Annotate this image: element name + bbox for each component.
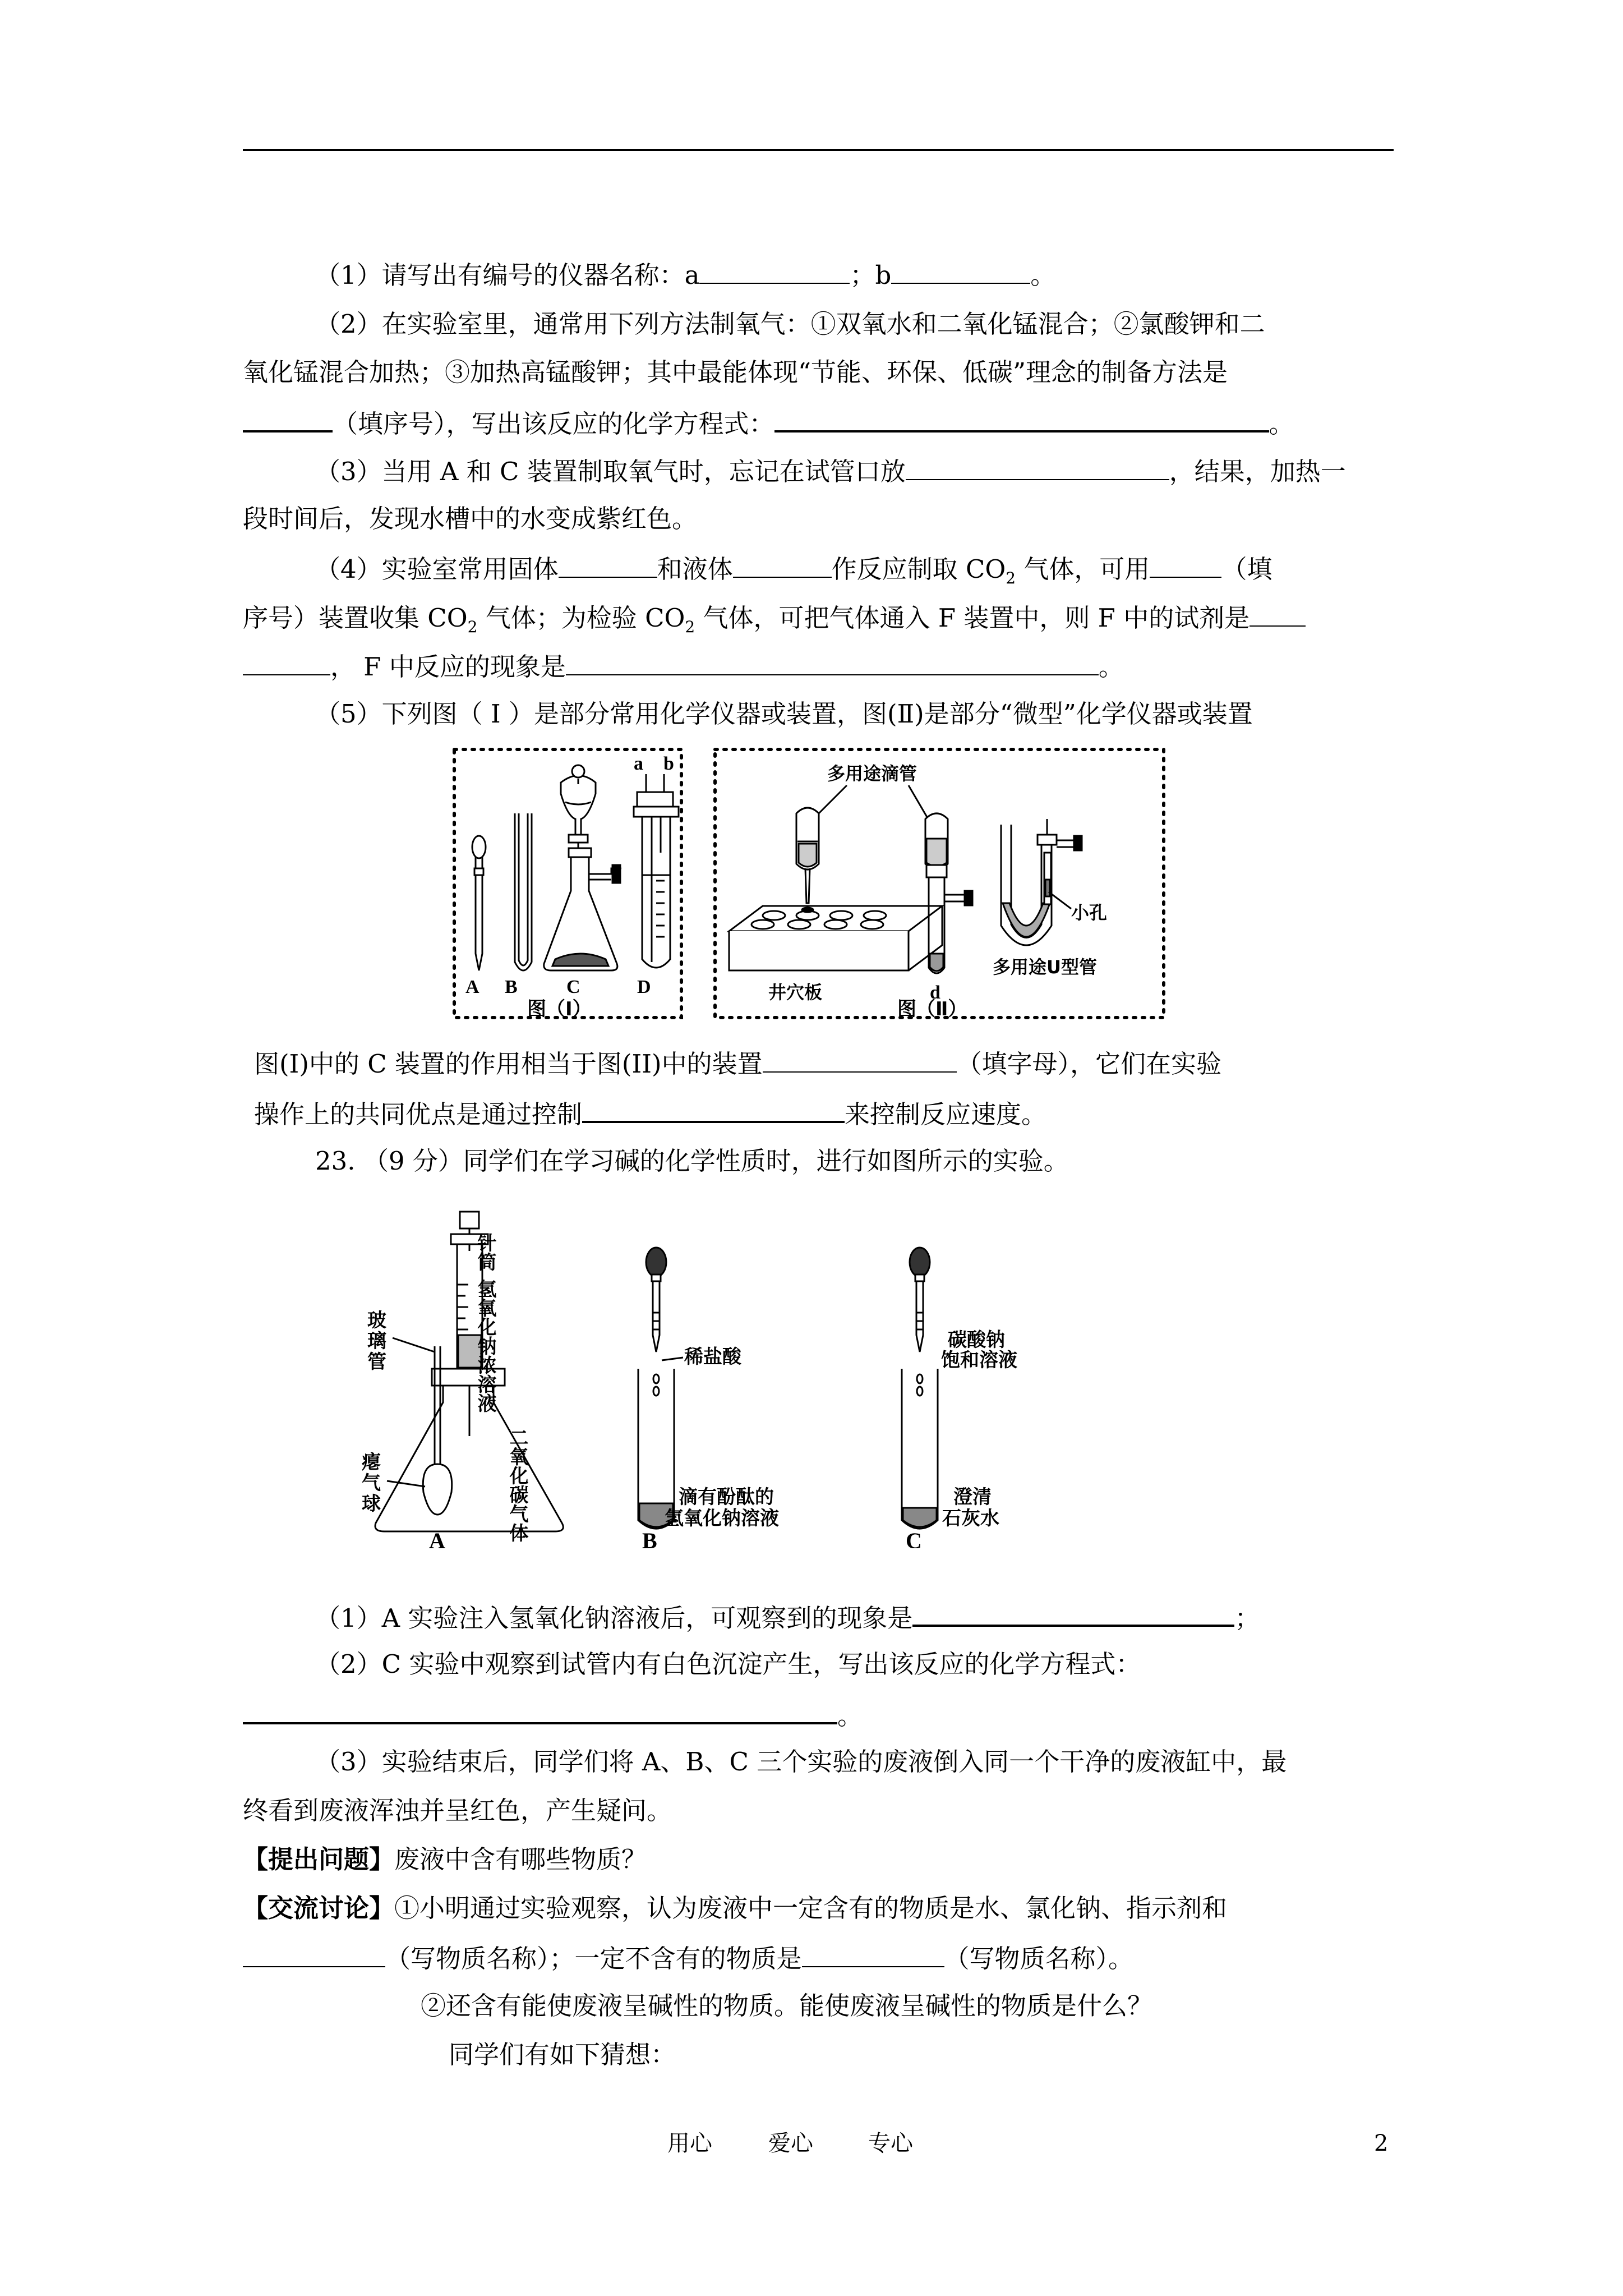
co2-label: 二氧化碳气体 — [506, 1428, 528, 1542]
utube-label: 多用途U型管 — [993, 956, 1097, 978]
subscript: 2 — [467, 618, 478, 636]
q22-part4-line2 — [243, 600, 1306, 644]
text: （填 — [1221, 554, 1272, 584]
text: 废液中含有哪些物质？ — [394, 1844, 647, 1874]
blank-solid[interactable] — [559, 551, 657, 578]
blank-equation-c[interactable] — [243, 1696, 837, 1724]
syringe-label: 针筒 — [474, 1233, 496, 1271]
apparatus-c — [902, 1248, 938, 1529]
text: 和液体 — [657, 554, 733, 584]
blank-collect[interactable] — [1150, 551, 1221, 578]
q23-part3-line1: （3）实验结束后，同学们将 A、B、C 三个实验的废液倒入同一个干净的废液缸中，最 — [315, 1747, 1287, 1777]
header-rule — [243, 149, 1394, 151]
glass-tube-label-2: 璃 — [367, 1330, 386, 1352]
phenol-label-1: 滴有酚酞的 — [679, 1486, 774, 1508]
q22-part4-line1 — [315, 551, 1272, 595]
footer-motto-2: 爱心 — [768, 2131, 813, 2156]
tube-d — [634, 774, 679, 968]
blank-equation[interactable] — [774, 404, 1269, 432]
dropper-label: 多用途滴管 — [827, 763, 917, 784]
blank-contains[interactable] — [243, 1940, 385, 1967]
flask-c — [544, 765, 621, 970]
text: （填字母），它们在实验 — [956, 1049, 1222, 1079]
text: ①小明通过实验观察，认为废液中一定含有的物质是水、氯化钠、指示剂和 — [394, 1893, 1228, 1923]
text: 。 — [1030, 260, 1056, 290]
q22-part5-line2 — [254, 1046, 1221, 1081]
blank-cotton[interactable] — [906, 453, 1169, 480]
blank-b[interactable] — [891, 257, 1030, 284]
apparatus-b — [638, 1248, 674, 1529]
multipurpose-dropper — [796, 808, 819, 903]
caption-figure-ii: 图（Ⅱ） — [897, 998, 967, 1020]
blank-liquid[interactable] — [733, 551, 832, 578]
text: ； — [1234, 1603, 1260, 1633]
text: 。 — [837, 1701, 863, 1731]
glass-tube-label-1: 玻 — [367, 1309, 386, 1332]
balloon-label-3: 球 — [362, 1493, 381, 1515]
label-b: b — [663, 753, 674, 774]
well-plate — [729, 906, 942, 970]
footer-motto-3: 专心 — [868, 2131, 913, 2156]
text: （写物质名称）；一定不含有的物质是 — [385, 1944, 802, 1973]
section-heading: 【提出问题】 — [243, 1844, 395, 1874]
q23-part2-answer — [243, 1696, 863, 1733]
discussion-line3: ②还含有能使废液呈碱性的物质。能使废液呈碱性的物质是什么？ — [421, 1991, 1153, 2021]
q23-intro: 23. （9 分）同学们在学习碱的化学性质时，进行如图所示的实验。 — [315, 1146, 1069, 1176]
test-tube-b — [515, 813, 532, 970]
phenol-label-2: 氢氧化钠溶液 — [665, 1507, 779, 1530]
label-D: D — [637, 977, 651, 997]
lime-label-1: 澄清 — [953, 1486, 992, 1508]
text: （填序号），写出该反应的化学方程式： — [333, 409, 774, 439]
label-A: A — [429, 1528, 445, 1548]
ask-question — [243, 1843, 647, 1876]
label-B: B — [505, 977, 518, 997]
text: （写物质名称）。 — [944, 1944, 1134, 1973]
q22-part2-line2: 氧化锰混合加热；③加热高锰酸钾；其中最能体现“节能、环保、低碳”理念的制备方法是 — [243, 357, 1228, 387]
q23-part2: （2）C 实验中观察到试管内有白色沉淀产生，写出该反应的化学方程式： — [315, 1649, 1141, 1679]
text: ，结果，加热一 — [1169, 457, 1346, 486]
plate-label: 井穴板 — [768, 982, 823, 1003]
text: 气体，可把气体通入 F 装置中，则 F 中的试剂是 — [695, 603, 1250, 633]
text: ， F 中反应的现象是 — [330, 652, 566, 682]
text: （1）A 实验注入氢氧化钠溶液后，可观察到的现象是 — [315, 1603, 913, 1633]
hcl-label: 稀盐酸 — [684, 1346, 741, 1368]
u-tube — [1001, 819, 1082, 945]
dropper-a — [472, 836, 486, 970]
balloon-label-1: 瘪 — [362, 1451, 381, 1474]
text: （1）请写出有编号的仪器名称：a — [315, 260, 700, 290]
q23-part3-line2: 终看到废液浑浊并呈红色，产生疑问。 — [243, 1796, 672, 1825]
label-d: d — [930, 982, 940, 1003]
glass-tube-label-3: 管 — [367, 1351, 386, 1373]
text: ；b — [850, 260, 892, 290]
q22-part5-line1: （5）下列图（ Ⅰ ）是部分常用化学仪器或装置，图(Ⅱ)是部分“微型”化学仪器或装置 — [315, 699, 1253, 729]
blank-not-contains[interactable] — [802, 1940, 944, 1967]
q22-part1 — [315, 257, 1055, 292]
text: 气体；为检验 CO — [477, 603, 685, 633]
balloon-label-2: 气 — [362, 1472, 381, 1494]
label-B: B — [642, 1528, 657, 1548]
text: 。 — [1098, 652, 1124, 682]
q22-part2-line1: （2）在实验室里，通常用下列方法制氧气：①双氧水和二氧化锰混合；②氯酸钾和二 — [315, 309, 1265, 339]
q22-part3-line1 — [315, 453, 1346, 489]
naoh-label: 氢氧化钠浓溶液 — [474, 1279, 496, 1412]
q22-part5-line3 — [254, 1095, 1046, 1131]
blank-method[interactable] — [243, 404, 333, 432]
text: （3）当用 A 和 C 装置制取氧气时，忘记在试管口放 — [315, 457, 906, 486]
q22-part4-line3 — [243, 648, 1124, 684]
blank-reagent-cont[interactable] — [243, 648, 330, 675]
blank-device[interactable] — [763, 1046, 957, 1073]
na2co3-label-2: 饱和溶液 — [941, 1349, 1017, 1372]
q23-part1 — [315, 1599, 1260, 1635]
subscript: 2 — [685, 618, 695, 636]
text: 序号）装置收集 CO — [243, 603, 468, 633]
label-C: C — [566, 977, 580, 997]
text: （4）实验室常用固体 — [315, 554, 559, 584]
blank-control[interactable] — [582, 1095, 845, 1123]
discussion-line2 — [243, 1940, 1133, 1976]
blank-reagent[interactable] — [1249, 600, 1306, 627]
na2co3-label-1: 碳酸钠 — [948, 1329, 1005, 1351]
label-a: a — [634, 753, 643, 774]
footer-motto-1: 用心 — [667, 2131, 712, 2156]
subscript: 2 — [1006, 569, 1016, 587]
hole-label: 小孔 — [1071, 902, 1108, 923]
caption-figure-i: 图（Ⅰ） — [527, 998, 592, 1020]
label-A: A — [465, 977, 479, 997]
section-heading: 【交流讨论】 — [243, 1893, 395, 1923]
q22-part2-line3 — [243, 404, 1294, 441]
text: 图(I)中的 C 装置的作用相当于图(II)中的装置 — [254, 1049, 763, 1079]
text: 气体，可用 — [1016, 554, 1150, 584]
text: 作反应制取 CO — [831, 554, 1006, 584]
blank-phenomenon-a[interactable] — [912, 1599, 1234, 1627]
blank-a[interactable] — [699, 257, 850, 284]
page-number: 2 — [1374, 2131, 1389, 2156]
q22-part3-line2: 段时间后，发现水槽中的水变成紫红色。 — [243, 504, 698, 533]
text: 。 — [1269, 409, 1294, 439]
figure-base-experiments — [359, 1200, 1144, 1548]
discussion-line4: 同学们有如下猜想： — [449, 2040, 676, 2069]
label-C: C — [906, 1528, 922, 1548]
blank-phenomenon[interactable] — [566, 648, 1099, 675]
text: 来控制反应速度。 — [845, 1099, 1047, 1129]
text: 操作上的共同优点是通过控制 — [254, 1099, 583, 1129]
lime-label-2: 石灰水 — [942, 1507, 999, 1530]
discussion-line1 — [243, 1892, 1227, 1925]
figure-apparatus — [449, 740, 1172, 1021]
